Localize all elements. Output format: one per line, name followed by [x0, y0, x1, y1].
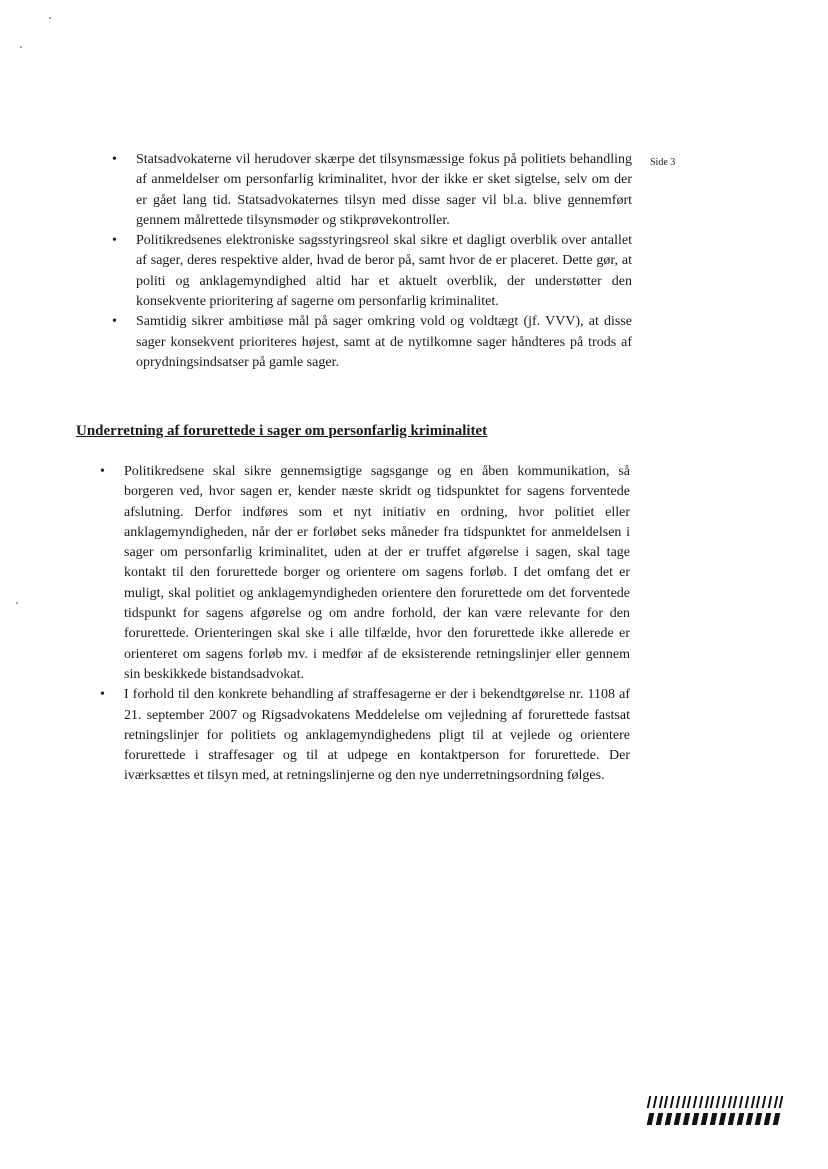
scan-speck	[16, 602, 18, 604]
list-item: • Samtidig sikrer ambitiøse mål på sager omkring vold og voldtægt (jf. VVV), at disse sager konsekvent prioriteres højest, samt at de nytilkomne sager håndteres på trods af oprydningsindsatser på gamle sager.	[112, 312, 632, 373]
list-item: • Politikredsene skal sikre gennemsigtige sagsgange og en åben kommunikation, så borgeren ved, hvor sagen er, kender næste skridt og tidspunktet for sagens forventede afslutning. Derfor indføres som et nyt initiativ en ordning, hvor politiet eller anklagemyndigheden, når der er forløbet seks måneder fra tidspunktet for anmeldelsen i sager om personfarlig kriminalitet, uden at der er truffet afgørelse i sagen, skal tage kontakt til den forurettede borger og orientere om sagens forløb. I det omfang det er muligt, skal politiet og anklagemyndigheden orientere den forurettede om det forventede tidspunkt for sagens afgørelse og om andre forhold, der kan være relevante for den forurettede. Orienteringen skal ske i alle tilfælde, hvor den forurettede ikke allerede er orienteret om sagens forløb mv. i medfør af de eksisterende retningslinjer eller gennem sin beskikkede bistandsadvokat.	[100, 462, 630, 685]
scan-speck	[20, 46, 22, 48]
page-number: Side 3	[650, 157, 676, 168]
section-bullet-list	[100, 462, 630, 787]
scan-speck	[49, 17, 51, 19]
list-item: • Politikredsenes elektroniske sagsstyringsreol skal sikre et dagligt overblik over antallet af sager, deres respektive alder, hvad de beror på, samt hvor de er placeret. Dette gør, at politi og anklagemyndighed altid har et aktuelt overblik, der understøtter den konsekvente prioritering af sagerne om personfarlig kriminalitet.	[112, 231, 632, 312]
list-item: • Statsadvokaterne vil herudover skærpe det tilsynsmæssige fokus på politiets behandling af anmeldelser om personfarlig kriminalitet, hvor der ikke er sket sigtelse, selv om der er gået lang tid. Statsadvokaternes tilsyn med disse sager vil bl.a. blive gennemført gennem målrettede tilsynsmøder og stikprøvekontroller.	[112, 150, 632, 231]
intro-bullet-list	[112, 150, 632, 373]
list-item: • I forhold til den konkrete behandling af straffesagerne er der i bekendtgørelse nr. 1108 af 21. september 2007 og Rigsadvokatens Meddelelse om vejledning af forurettede fastsat retningslinjer for politiets og anklagemyndighedens pligt til at vejlede og orientere forurettede i straffesager og til at udpege en kontaktperson for forurettede. Der iværksættes et tilsyn med, at retningslinjerne og den nye underretningsordning følges.	[100, 685, 630, 786]
section-heading: Underretning af forurettede i sager om personfarlig kriminalitet	[76, 423, 488, 439]
barcode	[648, 1096, 782, 1126]
